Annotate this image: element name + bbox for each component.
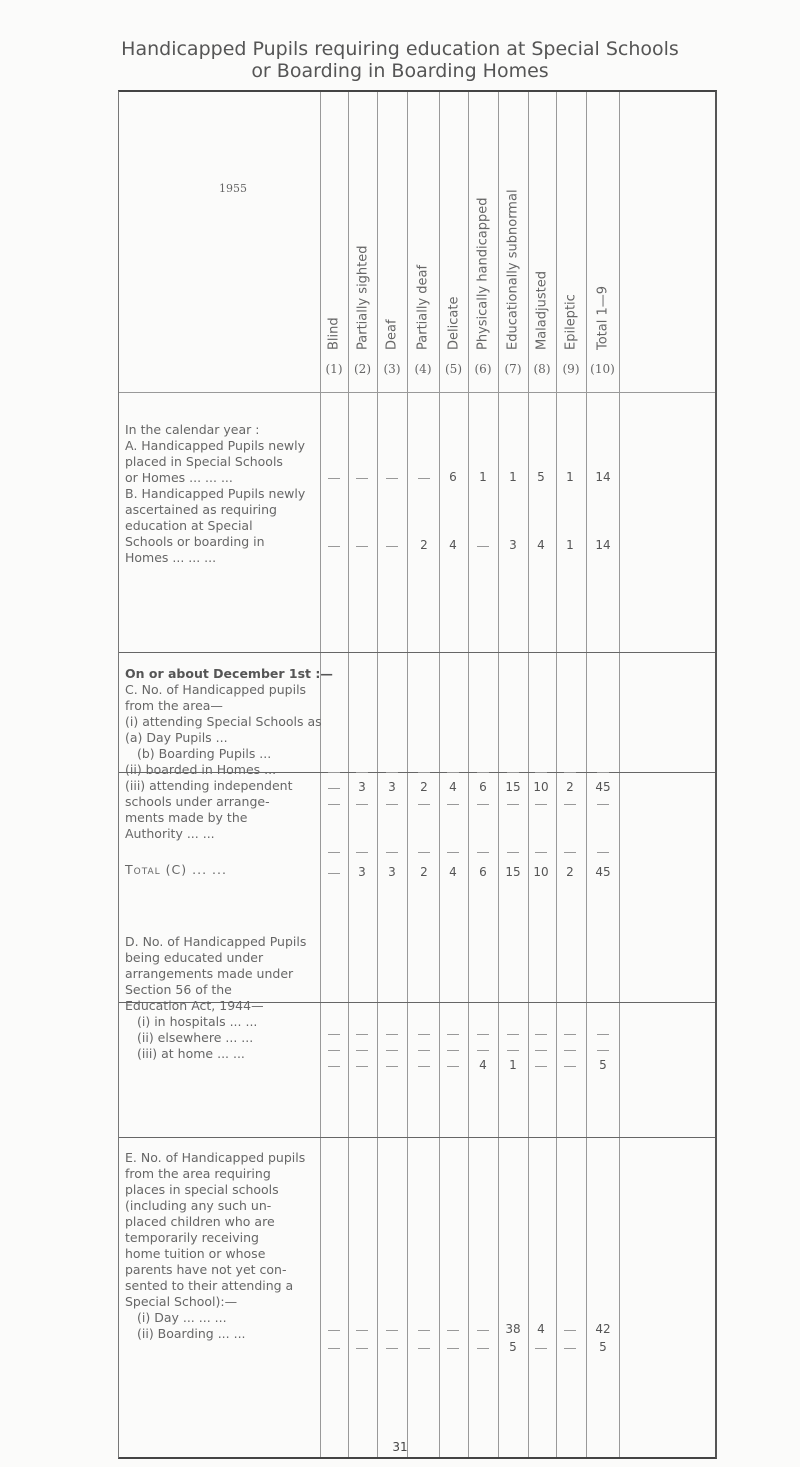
stub-line: parents have not yet con- [125,1262,287,1277]
table-cell: 3 [358,780,366,794]
table-cell: 5 [599,1058,607,1072]
table-cell: 5 [599,1340,607,1354]
table-cell: 1 [566,470,574,484]
empty-cell-dash [597,1034,609,1035]
calendar-year-heading [125,422,325,438]
empty-cell-dash [447,1066,459,1067]
table-cell: 4 [537,538,545,552]
stub-line: (ii) Boarding ... ... [137,1326,246,1341]
stub-line: Authority ... ... [125,826,215,841]
empty-cell-dash [597,772,609,773]
column-header [586,100,619,350]
empty-cell-dash [477,1348,489,1349]
empty-cell-dash [328,546,340,547]
empty-cell-dash [386,478,398,479]
empty-cell-dash [507,1034,519,1035]
empty-cell-dash [507,772,519,773]
empty-cell-dash [418,852,430,853]
column-header [348,100,377,350]
table-cell: 3 [358,865,366,879]
column-header-label: Epileptic [563,294,579,350]
column-header [498,100,528,350]
column-number: (10) [590,362,615,376]
column-number: (7) [504,362,522,376]
empty-cell-dash [447,772,459,773]
stub-line: Total (C) ... ... [125,862,227,877]
empty-cell-dash [328,1050,340,1051]
empty-cell-dash [356,772,368,773]
statistics-table [118,90,717,1459]
section-rule [119,652,715,653]
empty-cell-dash [356,852,368,853]
empty-cell-dash [535,1034,547,1035]
stub-line: In the calendar year : [125,422,260,437]
column-number: (8) [533,362,551,376]
empty-cell-dash [477,852,489,853]
stub-line: Schools or boarding in [125,534,265,549]
stub-line: (iii) attending independent [125,778,293,793]
column-header-label: Physically handicapped [475,197,491,350]
row-c-iii-label [125,778,325,842]
table-cell: 2 [420,538,428,552]
empty-cell-dash [564,772,576,773]
column-number: (5) [445,362,462,376]
table-cell: 2 [420,780,428,794]
column-number: (3) [383,362,401,376]
table-cell: 10 [533,780,549,794]
empty-cell-dash [564,1034,576,1035]
stub-line: education at Special [125,518,253,533]
stub-line: from the area— [125,698,223,713]
table-cell: 10 [533,865,549,879]
row-e-i-label [125,1310,325,1326]
empty-cell-dash [477,1330,489,1331]
empty-cell-dash [597,1050,609,1051]
stub-line: from the area requiring [125,1166,271,1181]
title-line-2: or Boarding in Boarding Homes [251,60,549,82]
section-rule [119,392,715,393]
column-rule [619,92,620,1457]
table-cell: 14 [595,538,611,552]
table-cell: 3 [388,780,396,794]
table-cell: 6 [479,780,487,794]
empty-cell-dash [477,546,489,547]
stub-line: (including any such un- [125,1198,272,1213]
column-number: (9) [562,362,580,376]
row-b-label [125,486,325,566]
december-heading [125,666,333,682]
column-header-label: Partially sighted [355,245,370,350]
empty-cell-dash [356,804,368,805]
empty-cell-dash [564,1066,576,1067]
row-c-label [125,682,325,714]
column-header [377,100,407,350]
table-cell: 3 [388,865,396,879]
stub-line: placed children who are [125,1214,275,1229]
table-cell: 2 [566,780,574,794]
empty-cell-dash [386,1034,398,1035]
stub-line: (b) Boarding Pupils ... [137,746,272,761]
row-d-iii-label [125,1046,325,1062]
empty-cell-dash [328,873,340,874]
empty-cell-dash [535,1066,547,1067]
column-number: (6) [474,362,492,376]
empty-cell-dash [386,852,398,853]
empty-cell-dash [535,1348,547,1349]
empty-cell-dash [507,1050,519,1051]
empty-cell-dash [386,1066,398,1067]
row-c-ii-label [125,762,325,778]
stub-line: (iii) at home ... ... [137,1046,245,1061]
empty-cell-dash [356,478,368,479]
empty-cell-dash [418,1034,430,1035]
empty-cell-dash [328,804,340,805]
empty-cell-dash [328,772,340,773]
column-header [556,100,586,350]
stub-line: placed in Special Schools [125,454,283,469]
stub-line: temporarily receiving [125,1230,259,1245]
empty-cell-dash [597,804,609,805]
empty-cell-dash [564,1330,576,1331]
empty-cell-dash [447,1050,459,1051]
empty-cell-dash [447,1034,459,1035]
empty-cell-dash [328,1348,340,1349]
table-cell: 1 [509,470,517,484]
table-cell: 38 [505,1322,521,1336]
empty-cell-dash [477,772,489,773]
page-title [0,38,800,82]
empty-cell-dash [597,852,609,853]
empty-cell-dash [328,1034,340,1035]
stub-line: being educated under [125,950,264,965]
empty-cell-dash [477,1034,489,1035]
column-header-label: Maladjusted [534,271,550,350]
empty-cell-dash [564,804,576,805]
table-cell: 2 [566,865,574,879]
column-header [468,100,498,350]
row-e-ii-label [125,1326,325,1342]
stub-line: B. Handicapped Pupils newly [125,486,306,501]
empty-cell-dash [507,852,519,853]
table-cell: 6 [479,865,487,879]
empty-cell-dash [328,478,340,479]
empty-cell-dash [564,852,576,853]
table-cell: 45 [595,780,611,794]
stub-line: or Homes ... ... ... [125,470,233,485]
empty-cell-dash [477,804,489,805]
empty-cell-dash [386,804,398,805]
empty-cell-dash [564,1050,576,1051]
row-c-i-label [125,714,325,746]
page-number: 31 [392,1440,408,1454]
table-cell: 15 [505,780,521,794]
row-e-label [125,1150,325,1310]
stub-line: (a) Day Pupils ... [125,730,228,745]
section-rule [119,1137,715,1138]
empty-cell-dash [507,804,519,805]
table-cell: 42 [595,1322,611,1336]
table-cell: 1 [509,1058,517,1072]
table-cell: 4 [449,538,457,552]
empty-cell-dash [418,1050,430,1051]
stub-line: (ii) boarded in Homes ... [125,762,277,777]
stub-line: Education Act, 1944— [125,998,264,1013]
stub-line: On or about December 1st :— [125,666,333,681]
stub-line: C. No. of Handicapped pupils [125,682,307,697]
empty-cell-dash [386,1330,398,1331]
empty-cell-dash [356,1330,368,1331]
empty-cell-dash [328,788,340,789]
empty-cell-dash [328,852,340,853]
empty-cell-dash [564,1348,576,1349]
stub-line: Special School):— [125,1294,238,1309]
table-cell: 5 [509,1340,517,1354]
column-header-label: Total 1—9 [595,285,610,350]
stub-line: arrangements made under [125,966,294,981]
stub-line: Section 56 of the [125,982,232,997]
column-header [528,100,556,350]
stub-line: places in special schools [125,1182,279,1197]
column-header-label: Educationally subnormal [505,189,521,350]
empty-cell-dash [356,1066,368,1067]
table-cell: 3 [509,538,517,552]
column-header-label: Delicate [446,296,461,350]
table-cell: 2 [420,865,428,879]
empty-cell-dash [356,1034,368,1035]
stub-line: ments made by the [125,810,248,825]
column-header [439,100,468,350]
stub-line: home tuition or whose [125,1246,266,1261]
table-cell: 4 [449,780,457,794]
table-cell: 4 [537,1322,545,1336]
empty-cell-dash [535,772,547,773]
stub-line: schools under arrange- [125,794,270,809]
table-cell: 1 [566,538,574,552]
empty-cell-dash [535,852,547,853]
empty-cell-dash [356,1348,368,1349]
title-line-1: Handicapped Pupils requiring education at Special Schools [121,38,679,60]
table-cell: 4 [449,865,457,879]
row-a-label [125,438,325,486]
column-header-label: Partially deaf [415,264,431,350]
empty-cell-dash [418,1348,430,1349]
table-cell: 5 [537,470,545,484]
column-header-label: Deaf [384,319,400,350]
empty-cell-dash [356,546,368,547]
empty-cell-dash [447,852,459,853]
stub-line: D. No. of Handicapped Pupils [125,934,307,949]
column-number: (2) [354,362,371,376]
table-cell: 14 [595,470,611,484]
empty-cell-dash [328,1066,340,1067]
stub-line: (i) Day ... ... ... [137,1310,227,1325]
stub-line: E. No. of Handicapped pupils [125,1150,306,1165]
empty-cell-dash [477,1050,489,1051]
stub-line: (i) attending Special Schools as [125,714,322,729]
empty-cell-dash [386,1050,398,1051]
row-d-label [125,934,325,1014]
stub-line: ascertained as requiring [125,502,277,517]
column-number: (1) [325,362,343,376]
empty-cell-dash [418,478,430,479]
empty-cell-dash [386,1348,398,1349]
stub-line: Homes ... ... ... [125,550,217,565]
table-cell: 45 [595,865,611,879]
column-header-label: Blind [326,317,342,350]
table-cell: 1 [479,470,487,484]
table-cell: 15 [505,865,521,879]
empty-cell-dash [447,804,459,805]
row-total-c-label [125,862,325,878]
empty-cell-dash [418,772,430,773]
stub-line: A. Handicapped Pupils newly [125,438,305,453]
empty-cell-dash [447,1330,459,1331]
table-cell: 4 [479,1058,487,1072]
stub-line: (ii) elsewhere ... ... [137,1030,254,1045]
row-c-b-label [125,746,325,762]
stub-line: sented to their attending a [125,1278,294,1293]
row-d-i-label [125,1014,325,1030]
column-number: (4) [414,362,432,376]
empty-cell-dash [418,804,430,805]
empty-cell-dash [535,1050,547,1051]
column-header [320,100,348,350]
stub-line: (i) in hospitals ... ... [137,1014,258,1029]
empty-cell-dash [356,1050,368,1051]
year-label: 1955 [219,182,247,195]
empty-cell-dash [386,546,398,547]
empty-cell-dash [386,772,398,773]
row-d-ii-label [125,1030,325,1046]
empty-cell-dash [328,1330,340,1331]
column-header [407,100,439,350]
empty-cell-dash [418,1330,430,1331]
empty-cell-dash [418,1066,430,1067]
empty-cell-dash [447,1348,459,1349]
table-cell: 6 [449,470,457,484]
empty-cell-dash [535,804,547,805]
